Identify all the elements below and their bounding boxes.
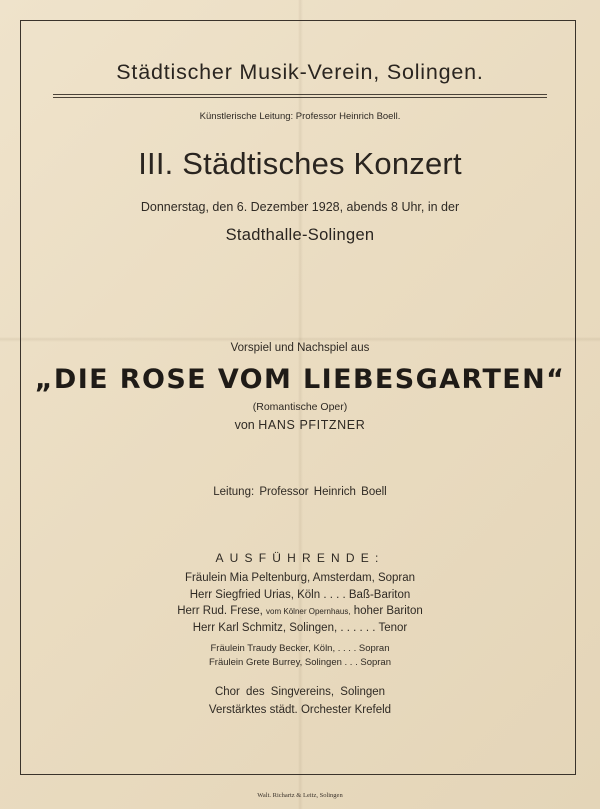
artistic-direction: Künstlerische Leitung: Professor Heinrich Boell. (199, 111, 401, 122)
composer-prefix: von (234, 418, 255, 432)
performer-row: Herr Siegfried Urias, Köln . . . . Baß-Bariton (189, 589, 411, 601)
orchestra: Verstärktes städt. Orchester Krefeld (208, 704, 392, 716)
composer-line (0, 418, 600, 432)
society-name: Städtischer Musik-Verein, Solingen. (116, 60, 484, 84)
performer-name: Herr Rud. Frese, (177, 605, 263, 617)
composer-name: HANS PFITZNER (258, 418, 366, 432)
work-title: „DIE ROSE VOM LIEBESGARTEN“ (34, 364, 566, 395)
concert-date: Donnerstag, den 6. Dezember 1928, abends 8 Uhr, in der (140, 200, 460, 214)
work-genre: (Romantische Oper) (252, 401, 348, 413)
performer-row: Fräulein Traudy Becker, Köln, . . . . Sopran (210, 643, 390, 654)
printer-imprint: Walt. Richartz & Leitz, Solingen (257, 792, 343, 799)
concert-title: III. Städtisches Konzert (138, 146, 462, 181)
choir: Chor des Singvereins, Solingen (214, 686, 386, 698)
performer-row: Fräulein Grete Burrey, Solingen . . . Sopran (209, 657, 391, 668)
performer-row: Fräulein Mia Peltenburg, Amsterdam, Sopran (184, 572, 416, 584)
concert-venue: Stadthalle-Solingen (225, 226, 375, 244)
performers-heading: AUSFÜHRENDE: (215, 551, 385, 565)
double-rule-top (53, 94, 547, 95)
performer-row: Herr Karl Schmitz, Solingen, . . . . . . Tenor (192, 622, 408, 634)
performer-voice: hoher Bariton (353, 605, 423, 617)
performer-affiliation: vom Kölner Opernhaus, (266, 607, 351, 616)
conductor: Leitung: Professor Heinrich Boell (213, 486, 387, 498)
performer-row (0, 605, 600, 617)
double-rule-bottom (53, 97, 547, 98)
prelude-note: Vorspiel und Nachspiel aus (230, 342, 370, 354)
